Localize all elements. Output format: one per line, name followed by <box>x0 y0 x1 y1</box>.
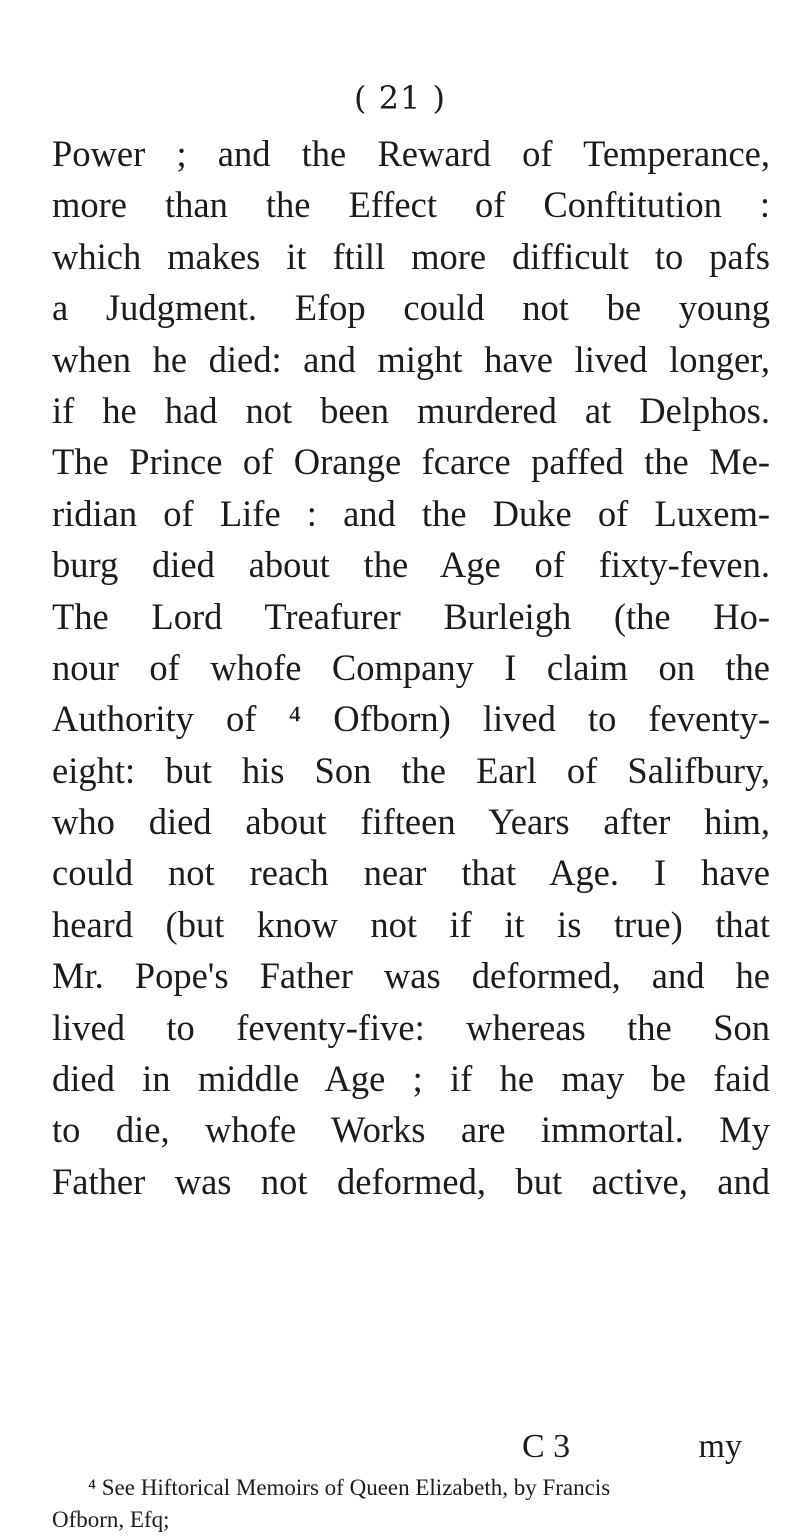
footnote <box>52 1472 770 1536</box>
text-line: if he had not been murdered at Delphos. <box>52 389 770 431</box>
text-line: Father was not deformed, but active, and <box>52 1160 770 1202</box>
page-number: ( 21 ) <box>353 79 447 117</box>
text-line: nour of whofe Company I claim on the <box>52 646 770 688</box>
body-text <box>52 128 770 1207</box>
text-line: when he died: and might have lived longer, <box>52 338 770 380</box>
text-line: which makes it ftill more difficult to pafs <box>52 235 770 277</box>
text-line: eight: but his Son the Earl of Salifbury, <box>52 749 770 791</box>
text-line: ridian of Life : and the Duke of Luxem- <box>52 492 770 534</box>
signature-mark: C 3 <box>522 1428 571 1465</box>
text-line: a Judgment. Efop could not be young <box>52 287 770 329</box>
text-line: The Lord Treafurer Burleigh (the Ho- <box>52 595 770 637</box>
text-line: lived to feventy-five: whereas the Son <box>52 1006 770 1048</box>
text-line: Authority of ⁴ Ofborn) lived to feventy- <box>52 698 770 740</box>
signature-row <box>52 1428 770 1478</box>
text-line: The Prince of Orange fcarce paffed the Me- <box>52 441 770 483</box>
text-line: who died about fifteen Years after him, <box>52 801 770 843</box>
text-line: to die, whofe Works are immortal. My <box>52 1109 770 1151</box>
text-line: could not reach near that Age. I have <box>52 852 770 894</box>
text-line: Mr. Pope's Father was deformed, and he <box>52 955 770 997</box>
footnote-line: ⁴ See Hiftorical Memoirs of Queen Elizabeth, by Francis <box>88 1475 611 1500</box>
text-line: died in middle Age ; if he may be faid <box>52 1058 770 1100</box>
catchword: my <box>698 1428 742 1465</box>
text-line: burg died about the Age of fixty-feven. <box>52 544 770 586</box>
text-line: more than the Effect of Conftitution : <box>52 184 770 226</box>
footnote-line: Ofborn, Efq; <box>52 1507 170 1532</box>
text-line: Power ; and the Reward of Temperance, <box>52 133 770 174</box>
text-line: heard (but know not if it is true) that <box>52 903 770 945</box>
